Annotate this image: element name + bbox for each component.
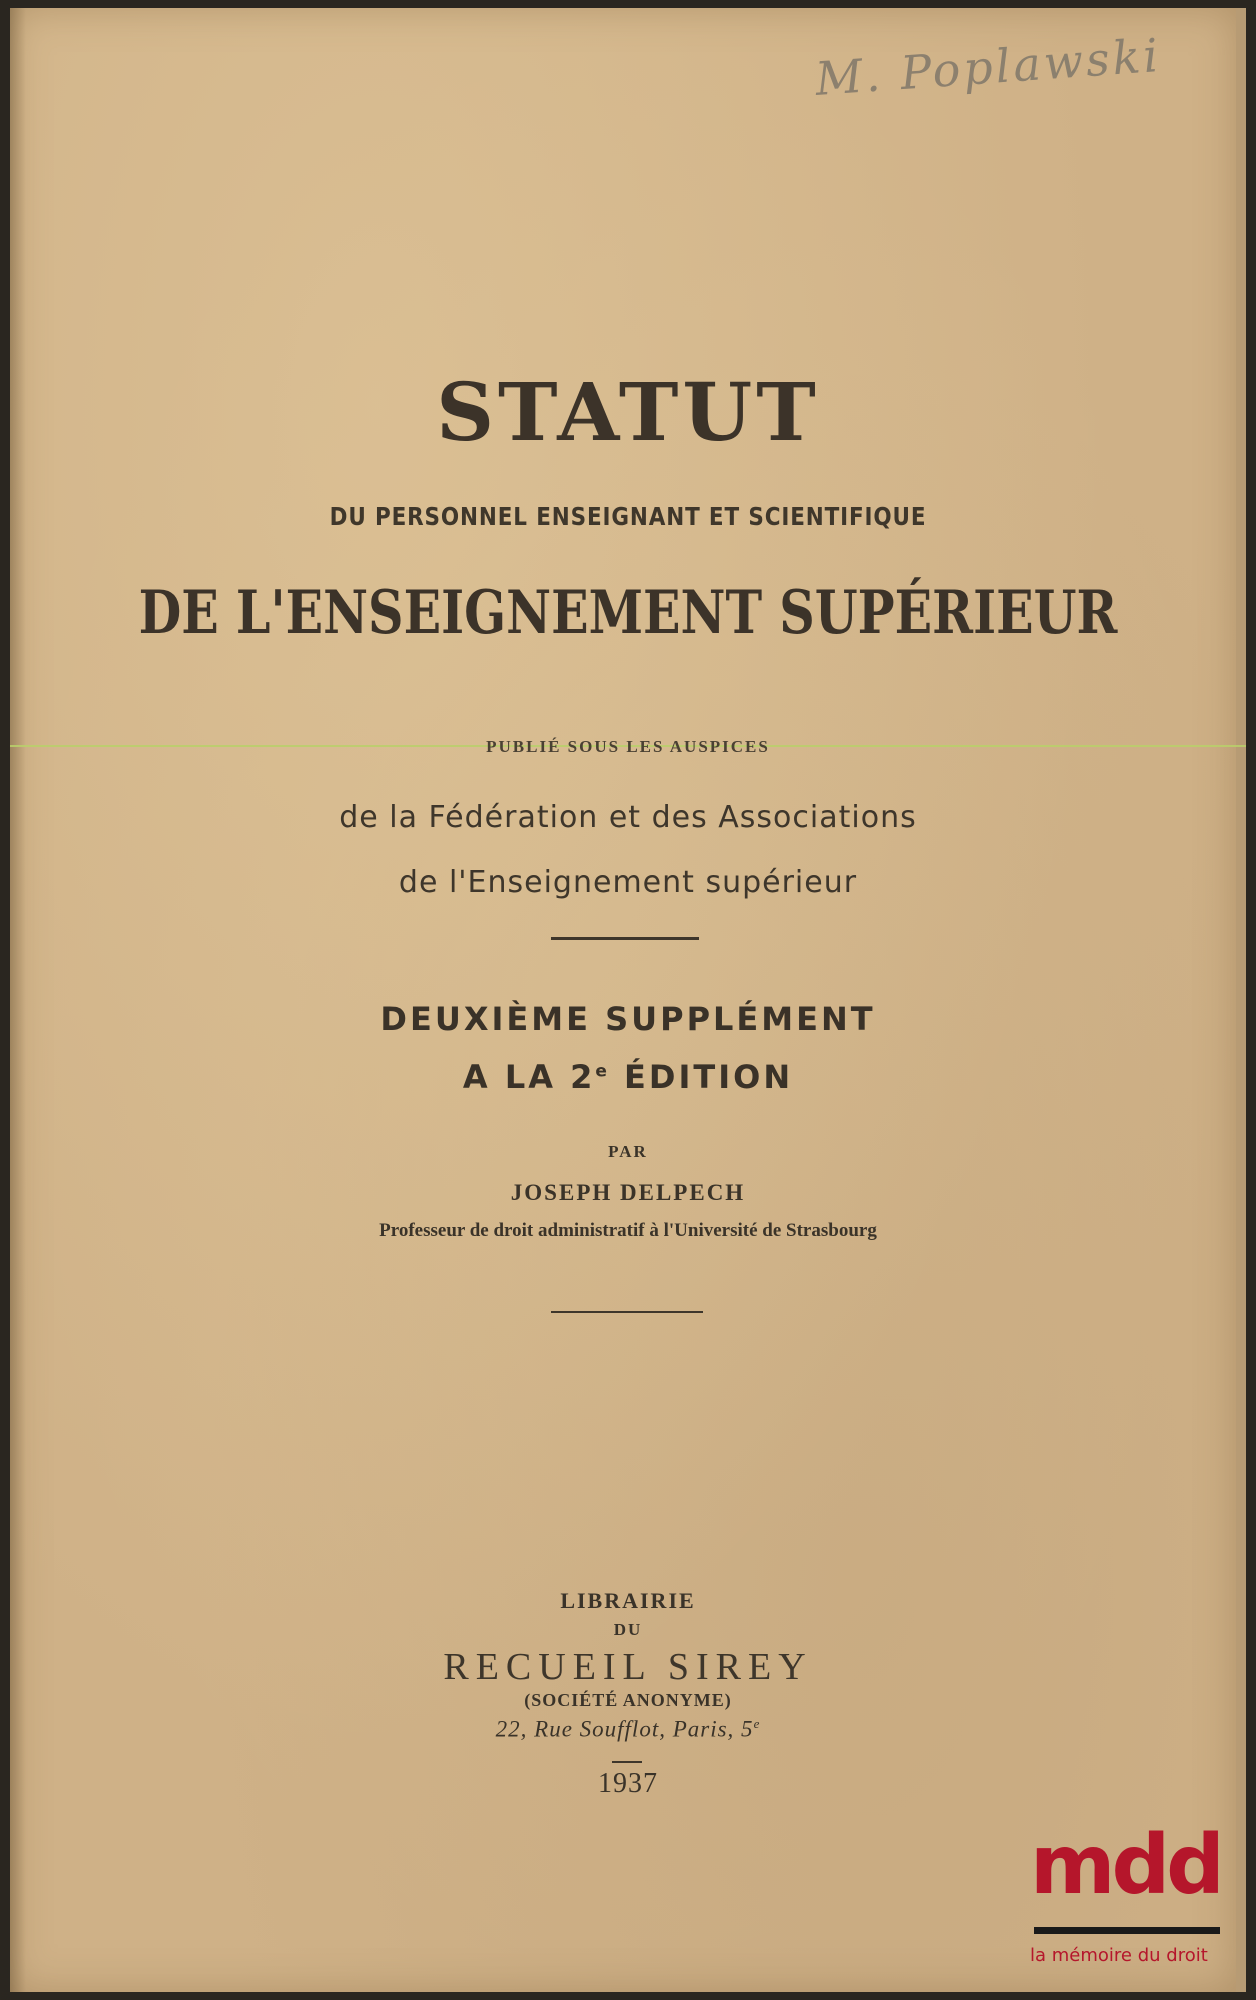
- publication-year: 1937: [598, 1768, 658, 1799]
- publisher-address: 22, Rue Soufflot, Paris, 5e: [495, 1716, 761, 1742]
- logo-text: la mémoire du droit: [1030, 1945, 1208, 1966]
- publisher-name: RECUEIL SIREY: [443, 1646, 813, 1688]
- supplement-heading: DEUXIÈME SUPPLÉMENT: [380, 1000, 876, 1038]
- edition-heading: A LA 2e ÉDITION: [462, 1058, 794, 1096]
- cover-title: STATUT: [436, 365, 820, 459]
- cover-subtitle: DU PERSONNEL ENSEIGNANT ET SCIENTIFIQUE: [329, 502, 927, 531]
- federation-line-1: de la Fédération et des Associations: [339, 800, 917, 835]
- logo-bar: [1034, 1927, 1220, 1934]
- divider-rule: [551, 937, 699, 940]
- author-name: JOSEPH DELPECH: [510, 1180, 746, 1205]
- publisher-librairie: LIBRAIRIE: [560, 1588, 696, 1613]
- publisher-company: (SOCIÉTÉ ANONYME): [524, 1690, 732, 1710]
- federation-line-2: de l'Enseignement supérieur: [398, 865, 858, 900]
- auspices-line: PUBLIÉ SOUS LES AUSPICES: [486, 737, 770, 756]
- by-label: PAR: [608, 1142, 648, 1161]
- publisher-du: DU: [613, 1620, 643, 1639]
- logo-mark: mdd: [1030, 1818, 1221, 1913]
- mdd-logo: [1030, 1818, 1230, 1975]
- handwritten-note: M. Poplawski: [813, 27, 1163, 107]
- divider-rule: [612, 1761, 642, 1763]
- divider-rule: [551, 1311, 703, 1313]
- cover-main-title: DE L'ENSEIGNEMENT SUPÉRIEUR: [138, 578, 1118, 648]
- author-title: Professeur de droit administratif à l'Université de Strasbourg: [379, 1220, 877, 1241]
